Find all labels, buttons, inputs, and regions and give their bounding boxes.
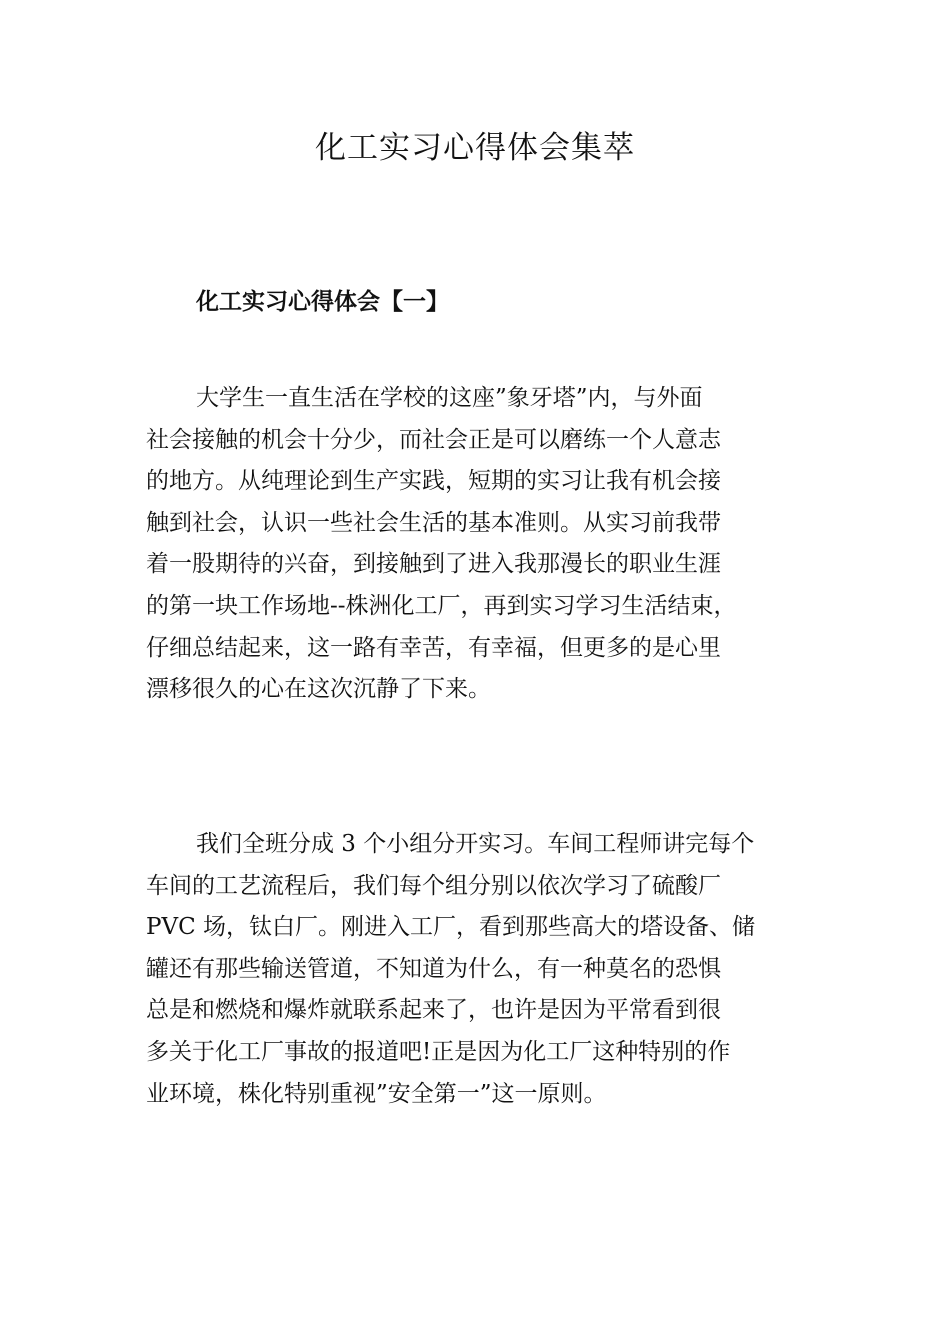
paragraph-line: 业环境，株化特别重视”安全第一”这一原则。 (146, 1080, 607, 1107)
paragraph-line: 我们全班分成 3 个小组分开实习。车间工程师讲完每个 (196, 831, 755, 857)
paragraph-line: 大学生一直生活在学校的这座”象牙塔”内，与外面 (196, 385, 703, 411)
section-heading: 化工实习心得体会【一】 (196, 288, 449, 315)
paragraph-line: PVC 场，钛白厂。刚进入工厂，看到那些高大的塔设备、储 (146, 914, 755, 941)
paragraph-line: 总是和燃烧和爆炸就联系起来了，也许是因为平常看到很 (146, 997, 721, 1024)
paragraph-line: 触到社会，认识一些社会生活的基本准则。从实习前我带 (146, 509, 721, 536)
paragraph-line: 的第一块工作场地--株洲化工厂，再到实习学习生活结束， (146, 592, 737, 619)
paragraph-line: 着一股期待的兴奋，到接触到了进入我那漫长的职业生涯 (146, 551, 721, 578)
paragraph-line: 漂移很久的心在这次沉静了下来。 (146, 676, 491, 703)
paragraph-line: 社会接触的机会十分少，而社会正是可以磨练一个人意志 (146, 426, 721, 453)
paragraph-line: 仔细总结起来，这一路有幸苦，有幸福，但更多的是心里 (146, 634, 721, 661)
paragraph-1 (146, 378, 836, 711)
paragraph-line: 的地方。从纯理论到生产实践，短期的实习让我有机会接 (146, 468, 721, 495)
paragraph-line: 多关于化工厂事故的报道吧!正是因为化工厂这种特别的作 (146, 1038, 731, 1065)
document-title: 化工实习心得体会集萃 (315, 130, 635, 166)
paragraph-line: 车间的工艺流程后，我们每个组分别以依次学习了硫酸厂 (146, 872, 721, 899)
paragraph-2 (146, 824, 836, 1115)
paragraph-line: 罐还有那些输送管道，不知道为什么，有一种莫名的恐惧 (146, 955, 721, 982)
